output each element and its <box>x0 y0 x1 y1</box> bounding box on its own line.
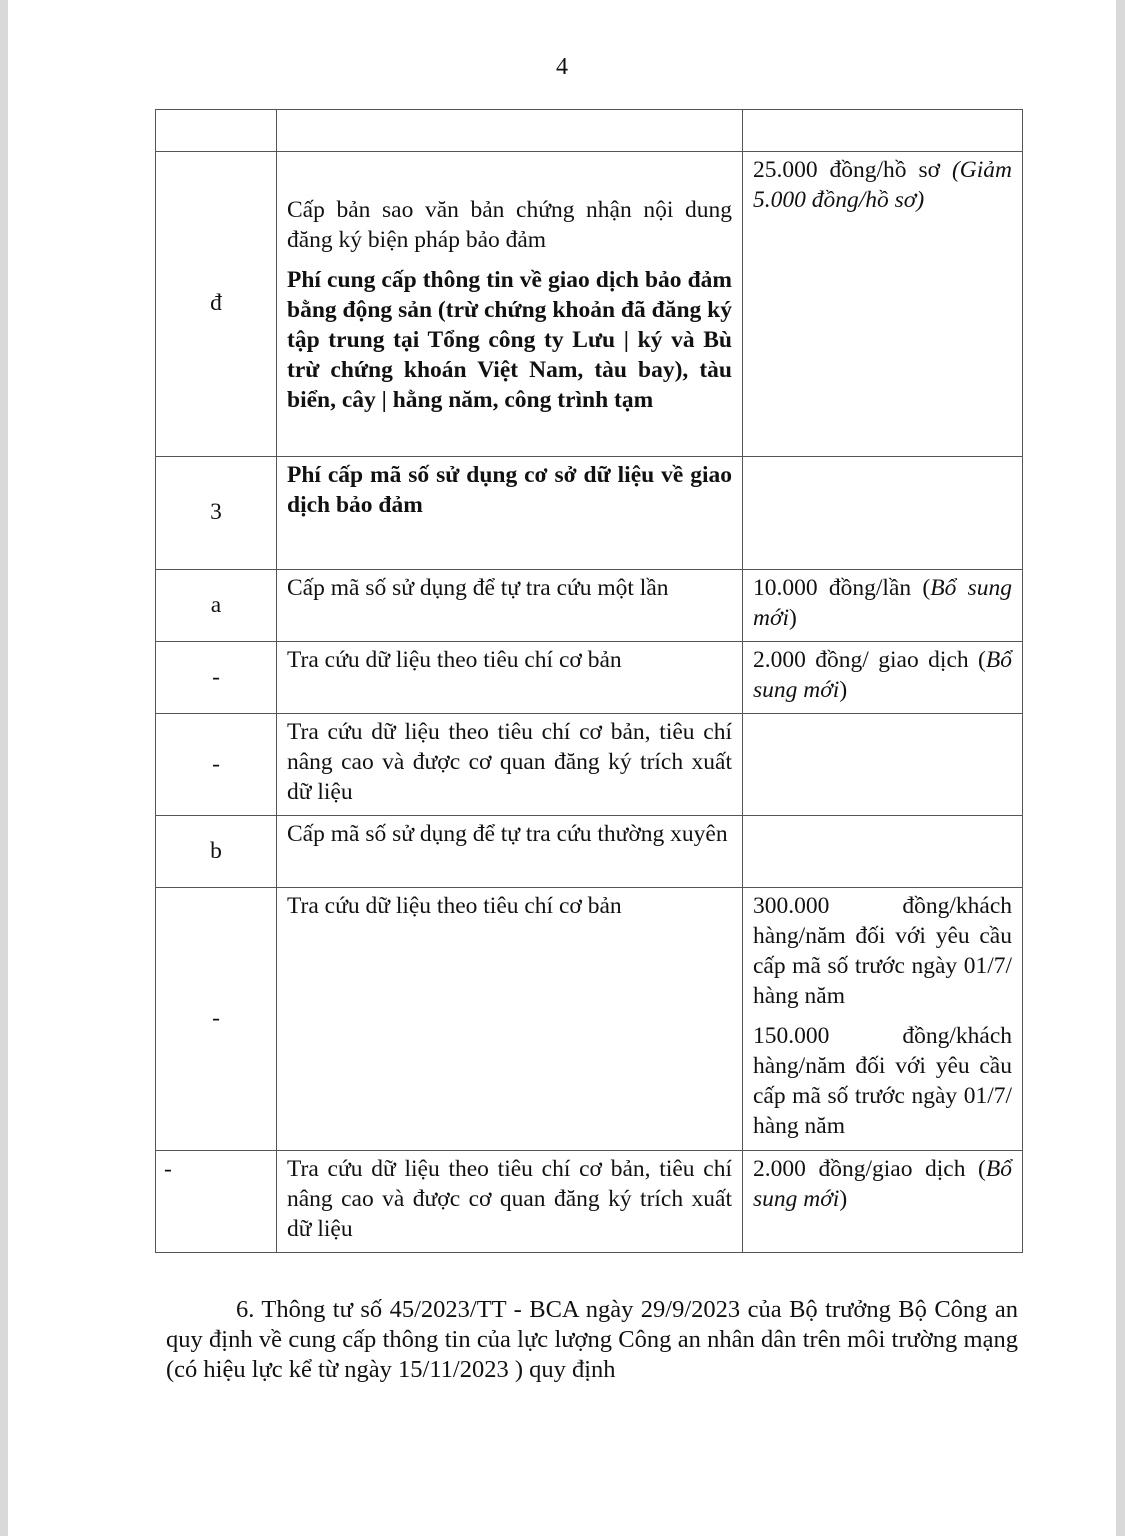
row-index-cell: - <box>156 888 277 1151</box>
body-paragraph: 6. Thông tư số 45/2023/TT - BCA ngày 29/9/2023 của Bộ trưởng Bộ Công an quy định về cung cấp thông tin của lực lượng Công an nhân dân trên môi trường mạng (có hiệu lực kể từ ngày 15/11/2023 ) quy định <box>166 1296 1018 1383</box>
fee-cell <box>743 642 1023 714</box>
row-index-cell: 3 <box>156 457 277 570</box>
table-row <box>156 888 1023 1151</box>
fee-text: 2.000 đồng/giao dịch (Bổ sung mới) <box>753 1156 1012 1212</box>
description-cell: Tra cứu dữ liệu theo tiêu chí cơ bản, tiêu chí nâng cao và được cơ quan đăng ký trích xuất dữ liệu <box>277 714 743 816</box>
table-row <box>156 457 1023 570</box>
row-index-cell <box>156 110 277 152</box>
description-cell <box>277 152 743 457</box>
fee-cell <box>743 816 1023 888</box>
description-cell <box>277 110 743 152</box>
description-cell: Cấp mã số sử dụng để tự tra cứu một lần <box>277 570 743 642</box>
fee-cell <box>743 457 1023 570</box>
fee-text: 2.000 đồng/ giao dịch (Bổ sung mới) <box>753 647 1012 703</box>
row-index-cell: - <box>156 1151 277 1253</box>
fee-cell <box>743 110 1023 152</box>
table-row <box>156 570 1023 642</box>
fee-cell <box>743 152 1023 457</box>
table-row <box>156 1151 1023 1253</box>
fee-text: 150.000 đồng/khách hàng/năm đối với yêu cầu cấp mã số trước ngày 01/7/ hàng năm <box>753 1023 1012 1139</box>
table-row <box>156 642 1023 714</box>
fee-cell <box>743 888 1023 1151</box>
table-row <box>156 714 1023 816</box>
table-row <box>156 110 1023 152</box>
table-row <box>156 816 1023 888</box>
table-row <box>156 152 1023 457</box>
document-page <box>8 0 1116 1536</box>
fee-text: 300.000 đồng/khách hàng/năm đối với yêu cầu cấp mã số trước ngày 01/7/ hàng năm <box>753 893 1012 1009</box>
description-cell: Tra cứu dữ liệu theo tiêu chí cơ bản <box>277 888 743 1151</box>
fee-cell <box>743 714 1023 816</box>
fee-cell <box>743 570 1023 642</box>
description-cell <box>277 457 743 570</box>
fee-cell <box>743 1151 1023 1253</box>
row-index-cell: b <box>156 816 277 888</box>
description-text-bold: Phí cấp mã số sử dụng cơ sở dữ liệu về giao dịch bảo đảm <box>287 462 732 518</box>
row-index-cell: - <box>156 714 277 816</box>
row-index-cell: a <box>156 570 277 642</box>
description-cell: Cấp mã số sử dụng để tự tra cứu thường xuyên <box>277 816 743 888</box>
row-index-cell: - <box>156 642 277 714</box>
page-number: 4 <box>556 54 568 80</box>
fee-text: 25.000 đồng/hồ sơ (Giảm 5.000 đồng/hồ sơ) <box>753 157 1012 213</box>
description-text-bold: Phí cung cấp thông tin về giao dịch bảo đảm bằng động sản (trừ chứng khoản đã đăng ký tập trung tại Tổng công ty Lưu | ký và Bù trừ chứng khoán Việt Nam, tàu bay), tàu biển, cây | hằng năm, công trình tạm <box>287 267 732 413</box>
description-cell: Tra cứu dữ liệu theo tiêu chí cơ bản, tiêu chí nâng cao và được cơ quan đăng ký trích xuất dữ liệu <box>277 1151 743 1253</box>
row-index-cell: đ <box>156 152 277 457</box>
fee-table <box>155 109 1023 1253</box>
description-text: Cấp bản sao văn bản chứng nhận nội dung đăng ký biện pháp bảo đảm <box>287 197 732 253</box>
description-cell: Tra cứu dữ liệu theo tiêu chí cơ bản <box>277 642 743 714</box>
fee-text: 10.000 đồng/lần (Bổ sung mới) <box>753 575 1012 631</box>
